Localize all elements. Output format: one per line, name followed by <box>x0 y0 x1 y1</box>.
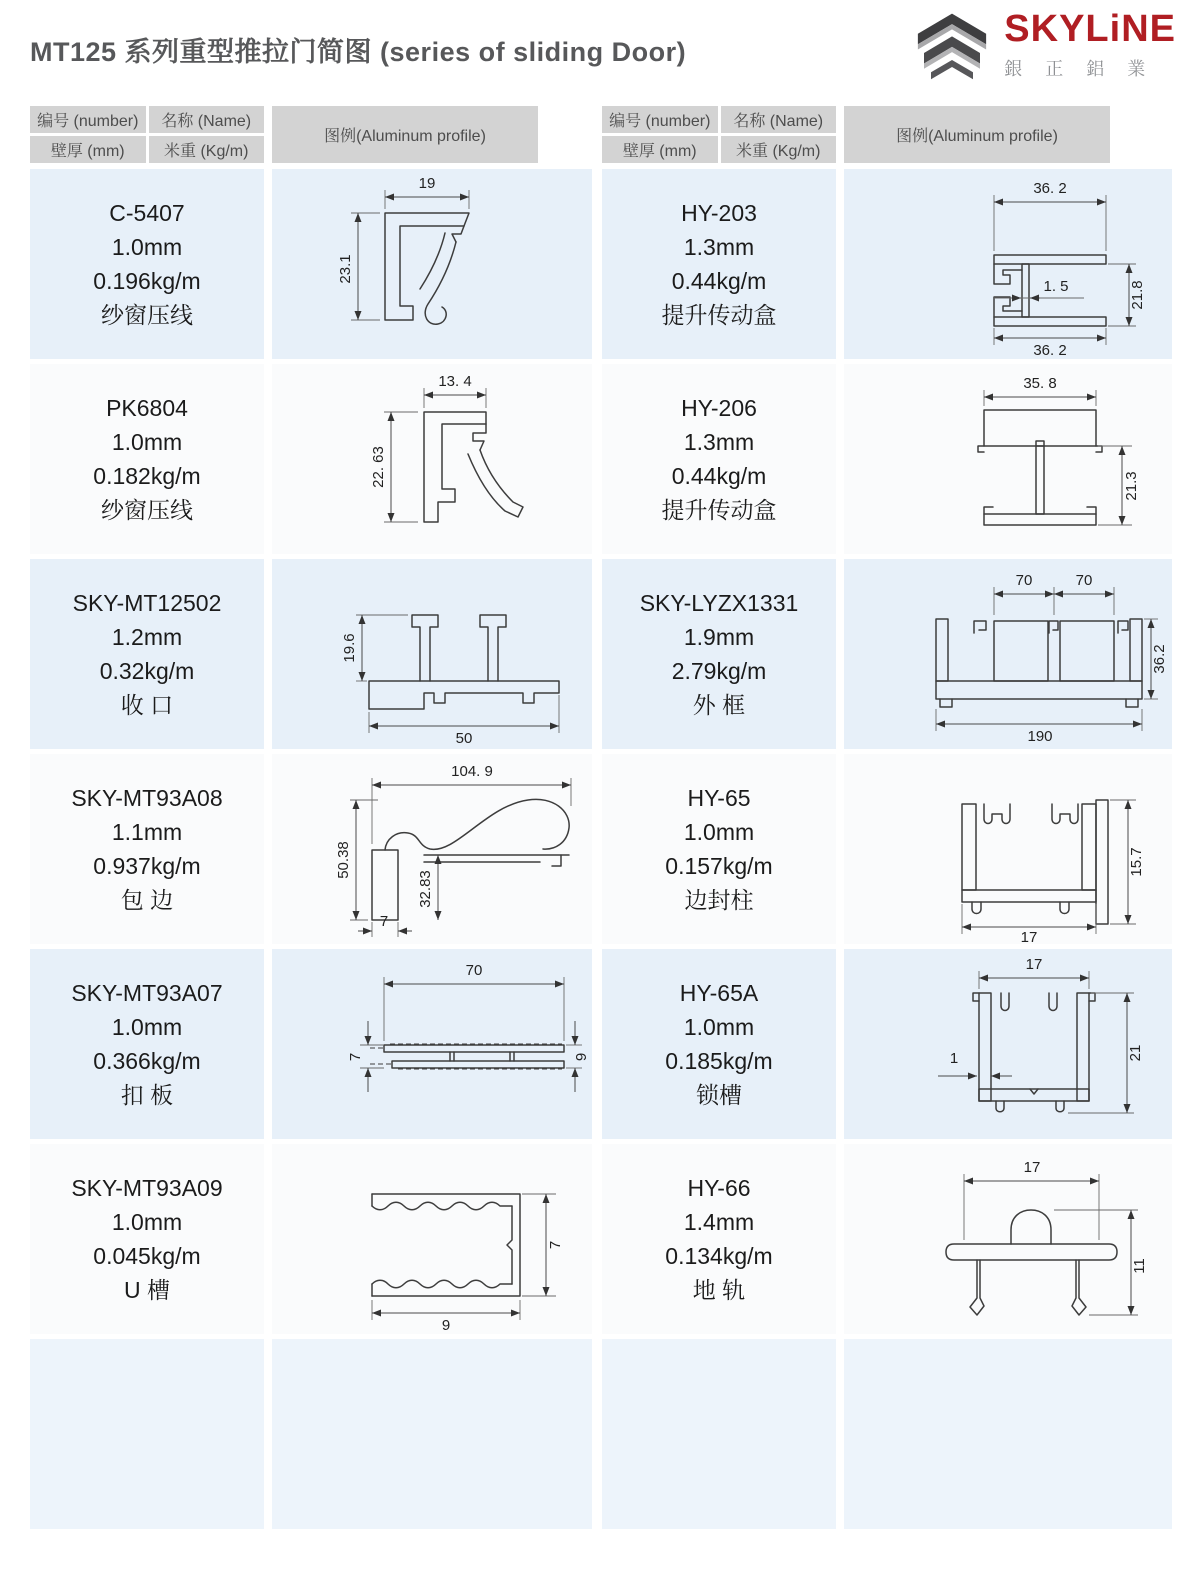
profile-thickness: 1.9mm <box>683 624 755 650</box>
profile-weight: 2.79kg/m <box>671 658 767 684</box>
profile-drawing-sky-mt93a09 <box>272 1144 592 1334</box>
profile-thickness: 1.3mm <box>683 429 755 455</box>
dim-label: 190 <box>1027 728 1053 745</box>
header-weight: 米重 (Kg/m) <box>149 136 265 163</box>
profile-drawing-cell <box>272 364 592 554</box>
dim-label: 15.7 <box>1128 847 1145 877</box>
profile-thickness: 1.0mm <box>111 1014 183 1040</box>
profile-number: SKY-MT93A09 <box>71 1175 223 1201</box>
profile-info <box>30 754 264 944</box>
header-legend: 图例(Aluminum profile) <box>844 106 1110 163</box>
profile-weight: 0.32kg/m <box>99 658 195 684</box>
table-header <box>602 106 1172 163</box>
header-thickness: 壁厚 (mm) <box>30 136 146 163</box>
dim-label: 50.38 <box>335 841 352 879</box>
header-name: 名称 (Name) <box>149 106 265 133</box>
dim-label: 70 <box>465 962 483 979</box>
dim-label: 9 <box>441 1317 451 1334</box>
profile-name: 收 口 <box>120 692 174 718</box>
table-row <box>30 754 592 944</box>
skyline-logo-icon <box>912 11 992 81</box>
profile-thickness: 1.0mm <box>111 1209 183 1235</box>
profile-drawing-cell <box>844 169 1172 359</box>
profile-drawing-hy-66 <box>844 1144 1172 1334</box>
profile-name: 外 框 <box>692 692 746 718</box>
table-row <box>30 949 592 1139</box>
profile-drawing-hy-203 <box>844 169 1172 359</box>
header-name: 名称 (Name) <box>721 106 837 133</box>
table-row <box>602 754 1172 944</box>
dim-label: 19.6 <box>341 633 358 663</box>
table-row <box>602 949 1172 1139</box>
profile-info <box>602 559 836 749</box>
dim-label: 13. 4 <box>438 373 472 390</box>
profile-number: PK6804 <box>106 395 188 421</box>
profile-thickness: 1.2mm <box>111 624 183 650</box>
dim-label: 7 <box>547 1240 564 1250</box>
profile-drawing-cell <box>844 1144 1172 1334</box>
profile-drawing-cell <box>272 754 592 944</box>
profile-weight: 0.196kg/m <box>93 268 201 294</box>
profile-name: 提升传动盒 <box>661 497 777 523</box>
profile-drawing-cell <box>272 559 592 749</box>
dim-label: 36. 2 <box>1033 180 1067 197</box>
profile-drawing-cell <box>844 559 1172 749</box>
profile-drawing-sky-lyzx1331 <box>844 559 1172 749</box>
profile-number: HY-66 <box>687 1175 751 1201</box>
table-row <box>602 1144 1172 1334</box>
profile-weight: 0.185kg/m <box>665 1048 773 1074</box>
profile-drawing-hy-65 <box>844 754 1172 944</box>
profile-name: U 槽 <box>124 1277 170 1303</box>
dim-label: 11 <box>1131 1258 1148 1274</box>
profile-info <box>602 364 836 554</box>
profile-thickness: 1.0mm <box>111 429 183 455</box>
empty-drawing-cell <box>272 1339 592 1529</box>
profile-drawing-c-5407 <box>272 169 592 359</box>
table-row-empty <box>30 1339 592 1529</box>
profile-drawing-sky-mt12502 <box>272 559 592 749</box>
profile-number: C-5407 <box>109 200 185 226</box>
profile-thickness: 1.3mm <box>683 234 755 260</box>
header-legend: 图例(Aluminum profile) <box>272 106 538 163</box>
profile-info <box>30 364 264 554</box>
profile-name: 包 边 <box>120 887 174 913</box>
table-row <box>602 169 1172 359</box>
dim-label: 36. 2 <box>1033 342 1067 359</box>
table-row <box>602 559 1172 749</box>
profile-thickness: 1.0mm <box>111 234 183 260</box>
profile-drawing-cell <box>272 949 592 1139</box>
logo-subtitle-text: 銀 正 鋁 業 <box>1004 59 1155 79</box>
table-row <box>30 169 592 359</box>
profile-number: SKY-MT12502 <box>72 590 222 616</box>
dim-label: 32.83 <box>417 870 434 908</box>
profile-info <box>30 559 264 749</box>
profile-info <box>30 949 264 1139</box>
profile-drawing-hy-65a <box>844 949 1172 1139</box>
profile-weight: 0.44kg/m <box>671 463 767 489</box>
profile-number: SKY-LYZX1331 <box>639 590 799 616</box>
table-row <box>602 364 1172 554</box>
empty-drawing-cell <box>844 1339 1172 1529</box>
dim-label: 1 <box>949 1050 959 1067</box>
profile-info <box>30 169 264 359</box>
profile-drawing-sky-mt93a07 <box>272 949 592 1139</box>
profile-info <box>602 1144 836 1334</box>
profile-weight: 0.937kg/m <box>93 853 201 879</box>
profile-weight: 0.134kg/m <box>665 1243 773 1269</box>
profile-drawing-cell <box>844 754 1172 944</box>
profile-drawing-hy-206 <box>844 364 1172 554</box>
profile-drawing-pk6804 <box>272 364 592 554</box>
header-number: 编号 (number) <box>30 106 146 133</box>
dim-label: 17 <box>1023 1159 1041 1176</box>
profile-drawing-sky-mt93a08 <box>272 754 592 944</box>
dim-label: 17 <box>1025 956 1043 973</box>
dim-label: 1. 5 <box>1043 278 1069 295</box>
profile-weight: 0.44kg/m <box>671 268 767 294</box>
logo-brand-text: SKYLiNE <box>1004 8 1176 50</box>
profile-info <box>602 949 836 1139</box>
dim-label: 21.3 <box>1123 471 1140 501</box>
company-logo <box>912 10 1176 81</box>
empty-info-cell <box>602 1339 836 1529</box>
profile-number: SKY-MT93A08 <box>71 785 223 811</box>
page-title: MT125 系列重型推拉门简图 (series of sliding Door) <box>30 37 687 67</box>
profile-name: 纱窗压线 <box>101 302 193 328</box>
dim-label: 70 <box>1015 572 1033 589</box>
profile-table-right <box>602 106 1172 1534</box>
profile-drawing-cell <box>272 1144 592 1334</box>
profile-table-left <box>30 106 592 1534</box>
dim-label: 104. 9 <box>451 763 493 780</box>
empty-info-cell <box>30 1339 264 1529</box>
logo-text <box>1004 10 1176 81</box>
table-row <box>30 559 592 749</box>
profile-number: HY-206 <box>681 395 757 421</box>
table-header <box>30 106 592 163</box>
dim-label: 7 <box>347 1052 364 1062</box>
dim-label: 19 <box>418 175 436 192</box>
profile-thickness: 1.1mm <box>111 819 183 845</box>
header-thickness: 壁厚 (mm) <box>602 136 718 163</box>
dim-label: 35. 8 <box>1023 375 1057 392</box>
profile-weight: 0.366kg/m <box>93 1048 201 1074</box>
profile-name: 纱窗压线 <box>101 497 193 523</box>
profile-number: HY-65A <box>679 980 759 1006</box>
profile-thickness: 1.0mm <box>683 819 755 845</box>
table-row <box>30 1144 592 1334</box>
dim-label: 50 <box>455 730 473 747</box>
profile-drawing-cell <box>272 169 592 359</box>
dim-label: 23.1 <box>337 254 354 284</box>
profile-weight: 0.157kg/m <box>665 853 773 879</box>
dim-label: 7 <box>379 913 389 930</box>
profile-number: SKY-MT93A07 <box>71 980 223 1006</box>
dim-label: 21 <box>1127 1044 1144 1062</box>
profile-number: HY-65 <box>687 785 751 811</box>
profile-drawing-cell <box>844 949 1172 1139</box>
profile-info <box>602 169 836 359</box>
profile-weight: 0.045kg/m <box>93 1243 201 1269</box>
dim-label: 9 <box>573 1052 590 1062</box>
profile-number: HY-203 <box>681 200 757 226</box>
dim-label: 21.8 <box>1129 280 1146 310</box>
profile-info <box>30 1144 264 1334</box>
profile-thickness: 1.4mm <box>683 1209 755 1235</box>
header-number: 编号 (number) <box>602 106 718 133</box>
profile-weight: 0.182kg/m <box>93 463 201 489</box>
profile-name: 扣 板 <box>120 1082 174 1108</box>
table-row-empty <box>602 1339 1172 1529</box>
dim-label: 70 <box>1075 572 1093 589</box>
profile-info <box>602 754 836 944</box>
profile-thickness: 1.0mm <box>683 1014 755 1040</box>
profile-name: 锁槽 <box>696 1082 742 1108</box>
profile-drawing-cell <box>844 364 1172 554</box>
profile-name: 提升传动盒 <box>661 302 777 328</box>
profile-name: 地 轨 <box>692 1277 746 1303</box>
table-row <box>30 364 592 554</box>
dim-label: 36.2 <box>1151 644 1168 674</box>
dim-label: 22. 63 <box>370 446 387 488</box>
dim-label: 17 <box>1020 929 1038 944</box>
header-weight: 米重 (Kg/m) <box>721 136 837 163</box>
profile-name: 边封柱 <box>684 887 754 913</box>
